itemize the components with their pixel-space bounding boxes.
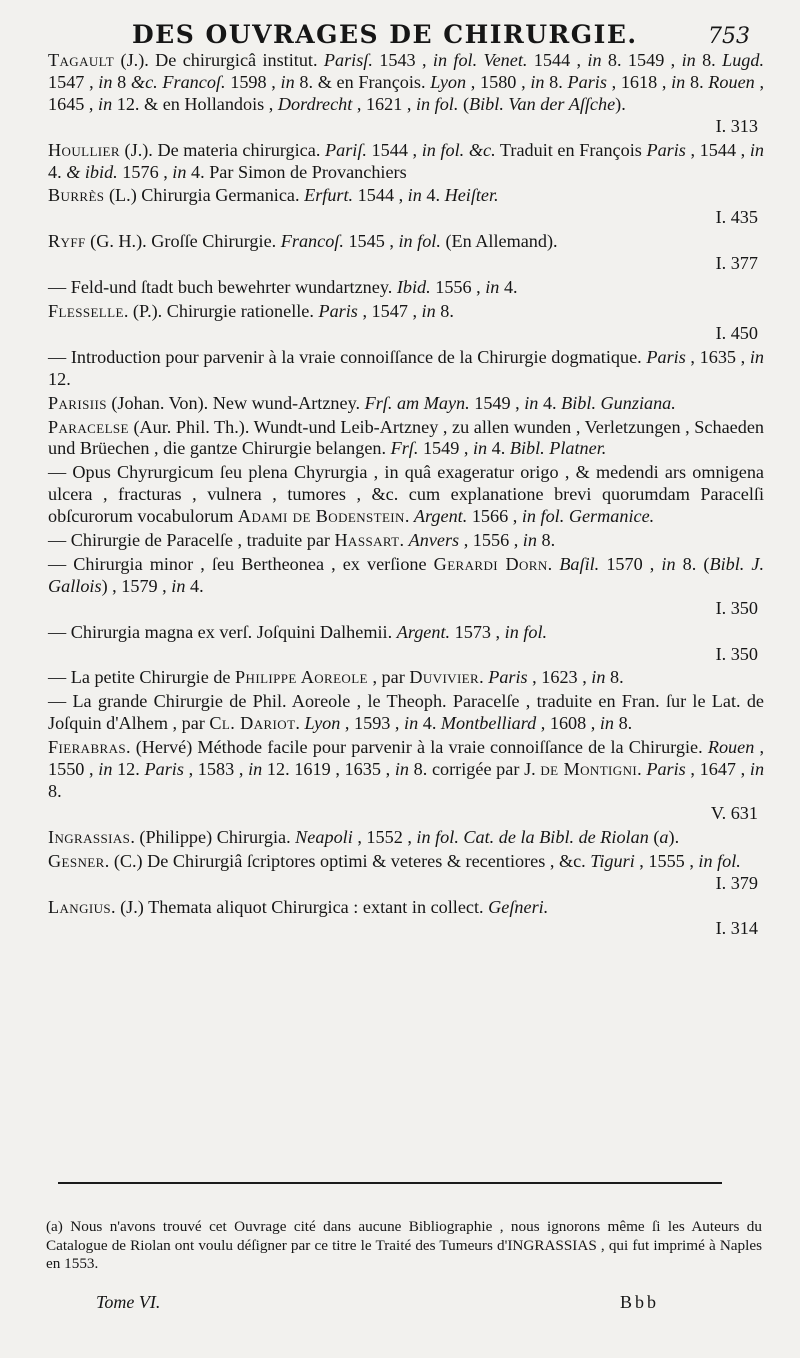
entry-text-segment: 4.: [538, 392, 562, 413]
entry-text-segment: 1573 ,: [450, 621, 505, 642]
entry-reference: I. 314: [715, 918, 758, 939]
entry-italic-text: Paris: [318, 300, 358, 321]
entry-text-segment: 4.: [185, 575, 204, 596]
entry-text-segment: , 1647 ,: [685, 759, 750, 780]
entry-italic-text: Tiguri: [590, 850, 635, 871]
entry-reference: I. 450: [715, 322, 758, 343]
entry-text: [48, 50, 764, 116]
entry-text-segment: , 1544 ,: [685, 139, 750, 160]
entry-text-segment: 1566 ,: [467, 506, 522, 527]
entry-italic-text: in: [671, 71, 686, 92]
entry-italic-text: Bibl. J. Gallois: [48, 553, 765, 596]
entry-italic-text: in: [404, 713, 419, 734]
entry-text: [48, 301, 764, 323]
entry-text-segment: , 1550 ,: [48, 737, 765, 780]
entry-text-segment: 1545 ,: [343, 231, 399, 252]
entry-text-segment: .: [404, 506, 414, 527]
entry-text: [48, 737, 764, 803]
entry-italic-text: in fol.: [698, 850, 741, 871]
entry-italic-text: in: [485, 277, 500, 298]
entry-text-segment: 4.: [418, 713, 441, 734]
bibliography-entry: [48, 691, 764, 735]
entry-author: Flesselle: [48, 300, 124, 321]
entry-text-segment: , 1552 ,: [352, 826, 417, 847]
entry-italic-text: Argent.: [413, 506, 468, 527]
entry-italic-text: in: [587, 50, 602, 70]
entry-reference: I. 379: [715, 872, 758, 893]
entry-italic-text: &c. Francoſ.: [130, 71, 226, 92]
entry-italic-text: Heiſter.: [444, 185, 499, 206]
entry-italic-text: Ibid.: [396, 277, 431, 298]
entry-italic-text: in: [421, 300, 436, 321]
entry-author: Burrès: [48, 185, 105, 206]
entry-text-segment: 1547 ,: [48, 71, 99, 92]
entry-text-segment: 8.: [685, 71, 709, 92]
entry-text-segment: , 1621 ,: [352, 93, 416, 114]
entry-text-segment: — Opus Chyrurgicum ſeu plena Chyrurgia , in quâ exageratur origo , & medendi ars omnigena ulcera , fracturas , vulnera , tumores , &c. cum explanatione brevi quorumdam Paracelſi obſcurorum vocabulorum: [48, 462, 764, 527]
entry-author: Duvivier: [409, 667, 480, 688]
entry-text: [48, 277, 764, 299]
entry-text-segment: . (J.) Themata aliquot Chirurgica : extant in collect.: [111, 896, 489, 917]
entry-reference: I. 435: [715, 207, 758, 228]
entry-text-segment: 1556 ,: [430, 277, 486, 298]
entry-italic-text: in: [530, 71, 545, 92]
entry-text-segment: , 1618 ,: [606, 71, 672, 92]
entry-italic-text: a: [659, 826, 669, 847]
entry-italic-text: in: [394, 759, 409, 780]
entry-italic-text: Paris: [488, 667, 528, 688]
entry-text-segment: — La petite Chirurgie de: [48, 667, 236, 688]
entry-italic-text: Bibl. Platner.: [509, 438, 607, 459]
entry-text-segment: 1576 ,: [117, 161, 173, 182]
entry-italic-text: Francoſ.: [280, 231, 344, 252]
entry-italic-text: Paris: [646, 346, 686, 367]
entry-italic-text: Frſ. am Mayn.: [364, 392, 470, 413]
entry-text-segment: 8. & en François.: [294, 71, 431, 92]
entry-text-segment: 8.: [48, 781, 62, 801]
entry-italic-text: in fol.: [504, 621, 548, 642]
entry-italic-text: in: [749, 346, 764, 367]
entry-text-segment: Traduit en François: [495, 139, 647, 160]
entry-author: Cl. Dariot: [209, 713, 296, 734]
bibliography-entry: [48, 827, 764, 849]
bibliography-entry: [48, 462, 764, 528]
volume-label: Tome VI.: [96, 1292, 161, 1312]
entry-italic-text: Paris: [646, 759, 686, 780]
entry-text-segment: (: [648, 826, 660, 847]
entry-italic-text: in fol. Cat. de la Bibl. de Riolan: [416, 826, 649, 847]
entry-text-segment: (G. H.). Groſſe Chirurgie.: [85, 231, 281, 252]
entry-italic-text: in fol.: [415, 93, 459, 114]
bibliography-entry: [48, 554, 764, 620]
entry-text: [48, 393, 764, 415]
signature-mark: Bbb: [620, 1292, 660, 1312]
entry-italic-text: in: [171, 575, 186, 596]
entry-author: Langius: [48, 896, 112, 917]
entry-author: Philippe Aoreole: [235, 667, 368, 688]
entry-text-segment: , 1547 ,: [357, 300, 422, 321]
entry-italic-text: in: [599, 713, 615, 734]
entry-italic-text: in: [98, 93, 113, 114]
entry-italic-text: Lyon: [430, 71, 467, 92]
entry-author: Paracelse: [48, 416, 129, 437]
entry-italic-text: in: [248, 759, 263, 780]
entry-text-segment: 4. Par Simon de Provanchiers: [186, 161, 407, 182]
bibliography-entry: [48, 897, 764, 941]
bibliography-entry: [48, 347, 764, 391]
bibliography-entry: [48, 140, 764, 184]
entry-text: [48, 347, 764, 391]
entry-text-segment: 12. 1619 , 1635 ,: [262, 759, 395, 780]
entry-author: Gerardi Dorn: [433, 553, 548, 574]
entry-text: [48, 530, 764, 552]
entry-italic-text: Neapoli: [295, 826, 353, 847]
entry-text-segment: ) , 1579 ,: [101, 575, 172, 596]
bibliography-entry: [48, 185, 764, 229]
entry-italic-text: in: [749, 139, 764, 160]
entry-text-segment: , 1555 ,: [634, 850, 699, 871]
entry-text-segment: 8.: [536, 530, 556, 551]
entry-text-segment: 1598 ,: [225, 71, 281, 92]
entry-italic-text: in: [472, 438, 488, 459]
bibliography-entry: [48, 737, 764, 825]
entry-text: [48, 851, 764, 873]
entry-italic-text: Dordrecht: [277, 93, 353, 114]
entry-text-segment: 12.: [48, 368, 71, 389]
entry-author: Fierabras: [48, 737, 127, 758]
entry-text-segment: (: [458, 93, 470, 114]
entry-italic-text: Erfurt.: [304, 185, 354, 206]
entry-italic-text: Geſneri.: [488, 896, 549, 917]
entry-text-segment: , par: [367, 667, 410, 688]
entry-text-segment: 8.: [544, 71, 568, 92]
entry-author: Tagault: [48, 50, 115, 70]
entry-text-segment: — Chirurgia minor , ſeu Bertheonea , ex verſione: [48, 553, 434, 574]
entry-author: Ingrassias: [48, 826, 131, 847]
bibliography-entry: [48, 667, 764, 689]
entry-italic-text: in: [661, 553, 676, 574]
entry-text: [48, 140, 764, 184]
entry-text-segment: .: [399, 530, 409, 551]
entry-text-segment: 8.: [605, 667, 624, 688]
entry-text-segment: 4.: [487, 438, 510, 459]
entry-text-segment: .: [295, 713, 305, 734]
bibliography-entry: [48, 277, 764, 299]
entry-text-segment: 1543 ,: [372, 50, 433, 70]
entry-italic-text: in: [280, 71, 295, 92]
entry-italic-text: Pariſ.: [325, 139, 367, 160]
bibliography-entry: [48, 231, 764, 275]
entry-text-segment: , 1556 ,: [459, 530, 523, 551]
entry-text: [48, 231, 764, 253]
entry-author: de Montigni: [540, 759, 638, 780]
entry-italic-text: in: [591, 667, 606, 688]
entry-author: Ryff: [48, 231, 86, 252]
entry-text-segment: 12. & en Hollandois ,: [112, 93, 278, 114]
entry-text-segment: (En Allemand).: [440, 231, 558, 252]
entry-text-segment: . (C.) De Chirurgiâ ſcriptores optimi & veteres & recentiores , &c.: [104, 850, 591, 871]
entry-author: Adami de Bodenstein: [237, 506, 405, 527]
entry-text: [48, 185, 764, 207]
entry-text-segment: 1549 ,: [469, 392, 525, 413]
bibliography-entry: [48, 530, 764, 552]
entry-text-segment: , 1583 ,: [183, 759, 249, 780]
entry-text-segment: . (P.). Chirurgie rationelle.: [123, 300, 319, 321]
entry-text-segment: , 1608 ,: [536, 713, 600, 734]
page-number: 753: [708, 24, 750, 49]
entry-text-segment: 12.: [112, 759, 145, 780]
entry-text: [48, 897, 764, 919]
entry-text-segment: 8.: [695, 50, 723, 70]
entry-text-segment: — Chirurgie de Paracelſe , traduite par: [48, 530, 335, 551]
entry-text-segment: , 1593 ,: [340, 713, 405, 734]
footnote-separator: [58, 1182, 722, 1184]
entry-italic-text: in: [522, 530, 537, 551]
entry-text-segment: (Johan. Von). New wund-Artzney.: [106, 392, 365, 413]
entry-reference: V. 631: [710, 802, 758, 823]
entry-reference: I. 313: [715, 115, 758, 136]
entry-text-segment: 8.: [614, 713, 633, 734]
entry-italic-text: Paris: [646, 139, 686, 160]
entry-italic-text: Lyon: [304, 713, 341, 734]
entry-italic-text: Parisſ.: [323, 50, 373, 70]
entry-italic-text: in: [98, 71, 113, 92]
entry-text-segment: .: [479, 667, 489, 688]
entry-italic-text: in: [98, 759, 113, 780]
entry-text-segment: — Introduction pour parvenir à la vraie connoiſſance de la Chirurgie dogmatique.: [48, 346, 647, 367]
entry-italic-text: in: [172, 161, 187, 182]
entry-text: [48, 462, 764, 528]
entry-italic-text: in: [749, 759, 765, 780]
entry-text: [48, 417, 764, 461]
entry-text-segment: 1544 ,: [353, 185, 408, 206]
entry-text-segment: — La grande Chirurgie de Phil. Aoreole , le Theoph. Paracelſe , traduite en Fran. ſur le Lat. de Joſquin d'Alhem , par: [48, 691, 764, 734]
entry-text-segment: 4.: [421, 185, 445, 206]
entry-text-segment: , 1623 ,: [527, 667, 592, 688]
entry-italic-text: Rouen: [707, 737, 755, 758]
entry-text-segment: .: [637, 759, 647, 780]
entry-text: [48, 691, 764, 735]
entry-author: Parisiis: [48, 392, 107, 413]
entry-italic-text: Argent.: [396, 621, 451, 642]
entry-text-segment: 1570 ,: [599, 553, 662, 574]
entry-text: [48, 554, 764, 598]
entry-italic-text: Paris: [567, 71, 607, 92]
entry-author: Houllier: [48, 139, 120, 160]
entry-text: [48, 827, 764, 849]
entry-italic-text: in fol. Germanice.: [521, 506, 655, 527]
entry-text-segment: . (Philippe) Chirurgia.: [130, 826, 296, 847]
page-header: [48, 0, 764, 50]
entry-text: [48, 667, 764, 689]
entry-text: [48, 622, 764, 644]
entry-italic-text: in fol.: [398, 231, 441, 252]
bibliography-entry: [48, 622, 764, 666]
entry-text-segment: 4.: [499, 277, 518, 298]
entry-text-segment: 8. corrigée par J.: [408, 759, 541, 780]
entry-reference: I. 350: [715, 643, 758, 664]
entry-text-segment: , 1635 ,: [685, 346, 750, 367]
entry-italic-text: Rouen: [708, 71, 755, 92]
entry-text-segment: 1544 ,: [366, 139, 422, 160]
entry-italic-text: in: [407, 185, 422, 206]
entry-text-segment: — Feld-und ſtadt buch bewehrter wundartzney.: [48, 277, 397, 298]
bibliography-entry: [48, 417, 764, 461]
entry-text-segment: 4.: [48, 161, 67, 182]
entry-text-segment: 8. (: [675, 553, 710, 574]
entry-author: Gesner: [48, 850, 105, 871]
entry-text-segment: ).: [668, 826, 680, 847]
bibliography-entry: [48, 301, 764, 345]
entry-text-segment: (Aur. Phil. Th.). Wundt-und Leib-Artzney , zu allen wunden , Verletzungen , Schaeden und Brüechen , die gantze Chirurgie belangen.: [48, 416, 764, 459]
entry-italic-text: Montbelliard: [440, 713, 537, 734]
entry-italic-text: in: [681, 50, 696, 70]
entry-text-segment: , 1645 ,: [48, 71, 764, 114]
entry-italic-text: Bibl. Gunziana.: [561, 392, 676, 413]
entry-text-segment: (J.). De materia chirurgica.: [119, 139, 325, 160]
bibliography-entry: [48, 393, 764, 415]
entry-reference: I. 350: [715, 597, 758, 618]
bibliography-entry: [48, 50, 764, 138]
entry-text-segment: . (Hervé) Méthode facile pour parvenir à la vraie connoiſſance de la Chirurgie.: [126, 737, 708, 758]
entry-italic-text: in fol. &c.: [421, 139, 496, 160]
entry-italic-text: & ibid.: [66, 161, 118, 182]
entry-text-segment: , 1580 ,: [466, 71, 531, 92]
entry-italic-text: in: [524, 392, 539, 413]
entry-italic-text: Lugd.: [722, 50, 765, 70]
entry-text-segment: 1544 ,: [527, 50, 588, 70]
entry-text-segment: (J.). De chirurgicâ institut.: [114, 50, 324, 70]
entry-text-segment: .: [547, 553, 560, 574]
footnote: (a) Nous n'avons trouvé cet Ouvrage cité dans aucune Bibliographie , nous ignorons même ſi les Auteurs du Catalogue de Riolan ont voulu déſigner par ce titre le Traité des Tumeurs d'INGRASSIAS , qui fut imprimé à Naples en 1553.: [46, 1218, 762, 1272]
entry-italic-text: Anvers: [408, 530, 460, 551]
running-title: DES OUVRAGES DE CHIRURGIE.: [132, 20, 638, 49]
entry-reference: I. 377: [715, 253, 758, 274]
entry-italic-text: Frſ.: [390, 438, 419, 459]
entry-italic-text: Bibl. Van der Aſſche: [469, 93, 616, 114]
entry-text-segment: — Chirurgia magna ex verſ. Joſquini Dalhemii.: [48, 621, 397, 642]
entry-text-segment: 1549 ,: [418, 438, 473, 459]
entry-text-segment: ).: [615, 93, 626, 114]
bibliography-list: [48, 50, 764, 940]
bibliography-entry: [48, 851, 764, 895]
entry-author: Hassart: [334, 530, 400, 551]
entry-text-segment: 8.: [435, 300, 454, 321]
entry-text-segment: (L.) Chirurgia Germanica.: [104, 185, 305, 206]
entry-text-segment: 8. 1549 ,: [601, 50, 682, 70]
entry-text-segment: 8: [112, 71, 131, 92]
entry-italic-text: Baſil.: [559, 553, 600, 574]
entry-italic-text: Paris: [144, 759, 184, 780]
entry-italic-text: in fol. Venet.: [432, 50, 528, 70]
